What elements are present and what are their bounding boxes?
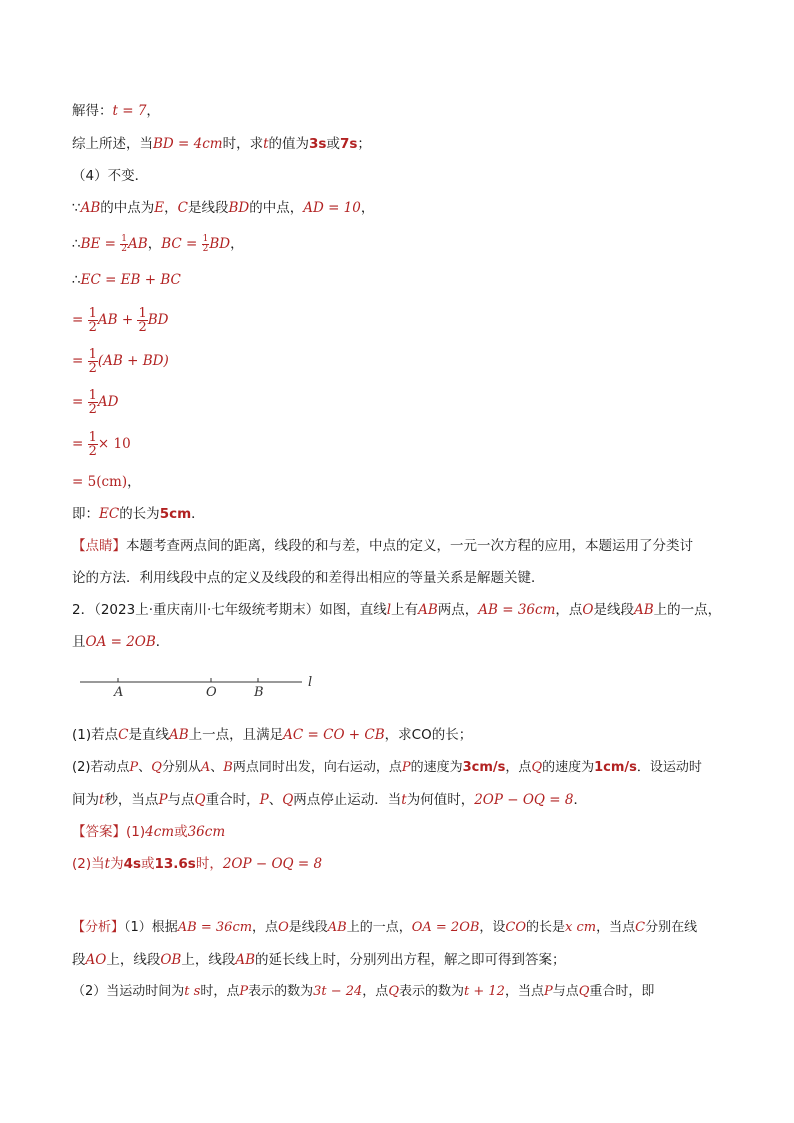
math: BD = 4cm [153,136,223,152]
numerator: 1 [88,387,97,403]
math: t = 7 [112,103,147,119]
math: 2OP − OQ = 8 [474,792,574,808]
value: 4cm [145,824,175,840]
math: EC [99,506,120,522]
text: 表示的数为 [398,984,464,999]
value: 36cm [187,824,226,840]
text: ，点 [505,760,532,775]
equation-step-2 [72,343,734,379]
math: Q [578,984,590,999]
text: 或 [141,856,155,872]
question-1 [72,725,734,745]
math: x cm [565,920,597,935]
text: ． [191,506,205,522]
comment-line-1 [72,536,734,556]
text: 间为 [72,792,99,808]
math: AO [85,952,107,968]
math: AB [168,727,189,743]
text: ，点 [362,984,389,999]
math: t [99,792,105,808]
math: BC = [161,236,198,252]
text: 分别从 [161,760,201,775]
answer-line-2 [72,854,734,874]
answer-tag: 【答案】 [72,824,126,840]
fraction [88,431,98,458]
label-O: O [206,685,217,700]
math: t s [184,984,201,999]
answer-line-1 [72,822,734,842]
text: 的速度为 [542,760,595,775]
problem-2-line-1 [72,600,734,620]
text: 、 [210,760,224,775]
text: 分别在线 [645,920,698,935]
value: 7s [339,136,358,152]
text: 与点 [552,984,579,999]
text: ； [357,136,371,152]
therefore-line-1 [72,232,734,256]
text: ． [155,634,170,650]
math: t [263,136,269,152]
text: 或 [174,824,188,840]
math: C [118,727,129,743]
math: P [543,984,553,999]
text: 的延长线上时，分别列出方程，解之即可得到答案； [255,952,566,968]
math: AB [327,920,347,935]
math: BD [147,312,169,328]
text: 综上所述，当 [72,136,153,152]
fraction [88,348,98,375]
math: E [154,200,165,216]
text: 且 [72,634,86,650]
math: Q [531,760,543,775]
math: O [278,920,289,935]
math: t [401,792,407,808]
equation-step-3 [72,384,734,420]
summary-line [72,134,734,154]
because-symbol: ∵ [72,200,81,216]
math: × 10 [97,436,131,452]
value: 1cm/s [594,760,637,775]
math: t [104,856,111,872]
text: 、 [268,792,283,808]
text: ，当点 [504,984,544,999]
text: ． [573,792,587,808]
analysis-line-1 [72,918,734,938]
text: 上的一点， [653,602,722,618]
comment-tag: 【点睛】 [72,538,126,554]
math: Q [194,792,206,808]
math: B [223,760,233,775]
text: 或 [326,136,340,152]
math: 2OP − OQ = 8 [222,856,323,872]
math: AB [633,602,654,618]
comment-line-2: 论的方法．利用线段中点的定义及线段的和差得出相应的等量关系是解题关键． [72,570,545,586]
math: BE = [80,236,116,252]
math: = 5(cm) [72,474,128,490]
math: CO [505,920,527,935]
text: 两点停止运动．当 [293,792,402,808]
label-B: B [254,685,264,700]
math: AB [235,952,255,968]
text: 、 [138,760,152,775]
equals: = [72,394,84,410]
text: (1) [126,824,146,840]
equation-step-4 [72,426,734,462]
equals: = [72,353,84,369]
equals: = [72,312,84,328]
text: 是直线 [128,727,169,743]
text: 解得： [72,103,113,119]
text: 两点， [437,602,479,618]
math: P [158,792,168,808]
text: ， [146,103,160,119]
math: AB [128,236,148,252]
text: 与点 [167,792,195,808]
numerator: 1 [88,346,97,362]
text: 时，点 [200,984,240,999]
text: ，当点 [596,920,636,935]
text: 是线段 [593,602,634,618]
numerator: 1 [88,305,97,321]
text: （2）当运动时间为 [72,984,185,999]
math: AB + [97,312,134,328]
math: P [401,760,411,775]
denominator: 2 [202,243,209,254]
equation-step-1 [72,302,734,338]
text: 上，线段 [181,952,236,968]
math: AB [418,602,438,618]
text: 的长为 [119,506,160,522]
because-line [72,198,734,218]
equation-step-5 [72,472,734,492]
question-2-line-1 [72,758,734,778]
math: OA = 2OB [85,634,156,650]
fraction [137,307,147,334]
math: Q [151,760,162,775]
denominator: 2 [88,401,97,417]
text: 的长是 [526,920,566,935]
math: BD [228,200,250,216]
math: t + 12 [464,984,505,999]
math: AB = 36cm [177,920,253,935]
denominator: 2 [88,319,97,335]
text: ，点 [555,602,583,618]
text: 上，线段 [106,952,161,968]
label-A: A [114,685,124,700]
analysis-line-2 [72,950,734,970]
text: ，设 [479,920,506,935]
text: 的中点为 [100,200,155,216]
math: Q [282,792,294,808]
text: ， [164,200,178,216]
text: 两点同时出发，向右运动，点 [232,760,402,775]
text: 的中点， [249,200,304,216]
math: AB [80,200,101,216]
text: ， [230,236,244,252]
text: (2)当 [72,856,105,872]
math: BD [209,236,231,252]
math: OA = 2OB [411,920,480,935]
text: 为 [110,856,124,872]
denominator: 2 [88,360,97,376]
text: 重合时， [205,792,260,808]
text: (2)若动点 [72,760,130,775]
math: EC = EB + BC [80,272,181,288]
text: 2．（2023上·重庆南川·七年级统考期末）如图，直线 [72,602,387,618]
math: AD [97,394,119,410]
math: 3t − 24 [313,984,363,999]
denominator: 2 [88,443,97,459]
math: Q [388,984,399,999]
text: 上的一点， [346,920,412,935]
denominator: 2 [138,319,147,335]
math: P [129,760,139,775]
math: AD = 10 [303,200,361,216]
numerator: 1 [202,233,209,244]
text: 上有 [391,602,419,618]
text: 表示的数为 [248,984,314,999]
text: ， [360,200,375,216]
value: 3s [309,136,327,152]
math: O [582,602,594,618]
text: (1)若点 [72,727,119,743]
text: 时， [195,856,223,872]
text: ．设运动时 [636,760,702,775]
text: ， [147,236,162,252]
text: 重合时，即 [589,984,655,999]
denominator: 2 [121,243,128,254]
text: 段 [72,952,86,968]
math: C [177,200,188,216]
math: OB [160,952,182,968]
comment-text: 本题考查两点间的距离，线段的和与差，中点的定义，一元一次方程的应用，本题运用了分类讨 [126,538,693,554]
math: l [386,602,392,618]
value: 5cm [159,506,192,522]
math: P [239,984,249,999]
therefore-line-2 [72,270,734,290]
equals: = [72,436,84,452]
numerator: 1 [88,429,97,445]
conclusion-line [72,504,734,524]
therefore-symbol: ∴ [72,236,81,252]
value: 13.6s [154,856,196,872]
text: ， [127,474,141,490]
math: AC = CO + CB [283,727,385,743]
numerator: 1 [121,233,128,244]
text: 是线段 [187,200,229,216]
analysis-tag: 【分析】 [72,920,125,935]
math: C [635,920,646,935]
fraction [120,235,128,254]
solve-line [72,101,734,121]
text: （1）根据 [124,920,178,935]
analysis-line-3 [72,982,734,1002]
fraction [88,389,98,416]
problem-2-line-2 [72,632,734,652]
text: 为何值时， [406,792,475,808]
text: 的速度为 [410,760,463,775]
math: (AB + BD) [97,353,169,369]
math: P [259,792,269,808]
question-2-line-2 [72,790,734,810]
fraction [88,307,98,334]
numerator: 1 [138,305,147,321]
text: ，求CO的长； [384,727,473,743]
text: 是线段 [288,920,328,935]
math: A [200,760,211,775]
text: 上一点，且满足 [188,727,284,743]
text: 秒，当点 [104,792,159,808]
text: ，点 [252,920,279,935]
text: 的值为 [268,136,310,152]
value: 3cm/s [462,760,506,775]
label-l: l [308,675,313,690]
text: 时，求 [222,136,264,152]
therefore-symbol: ∴ [72,272,81,288]
math: AB = 36cm [478,602,556,618]
line-diagram [76,670,336,704]
text: 即： [72,506,99,522]
part4-heading: （4）不变． [72,168,149,184]
value: 4s [123,856,141,872]
